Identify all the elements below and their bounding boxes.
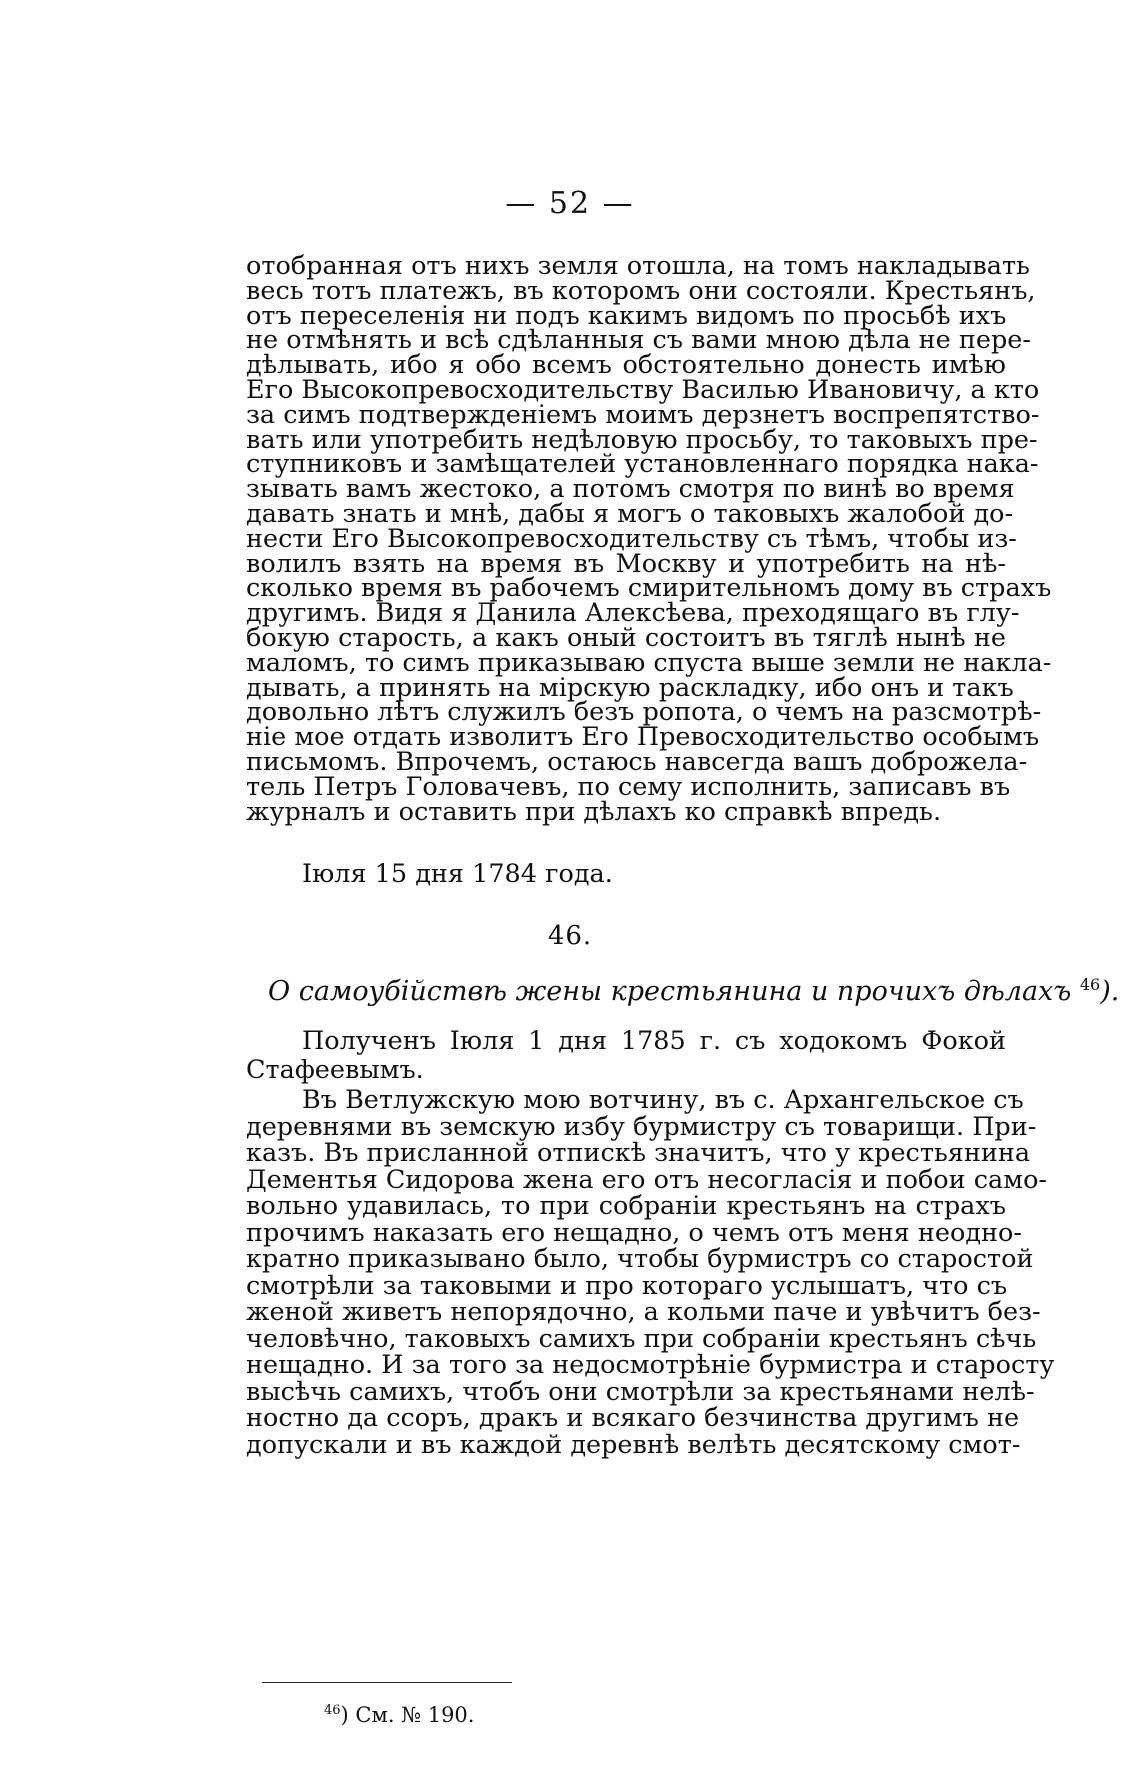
text-line: нести Его Высокопревосходительству съ тѣмъ, чтобы из- <box>246 523 1017 554</box>
document-number: 46. <box>547 921 593 951</box>
text-line: письмомъ. Впрочемъ, остаюсь навсегда вашъ доброжела- <box>246 746 1028 777</box>
text-line: вольно удавилась, то при собраніи крестьянъ на страхъ <box>246 1191 1006 1221</box>
text-line: смотрѣли за таковыми и про котораго услышатъ, что съ <box>246 1270 1008 1301</box>
text-line: кратно приказывано было, чтобы бурмистръ со старостой <box>246 1244 1034 1274</box>
footnote <box>324 1703 474 1727</box>
text-line: волилъ взять на время въ Москву и употребить на нѣ- <box>246 548 1006 579</box>
text-line: ностно да ссоръ, дракъ и всякаго безчинства другимъ не <box>246 1403 1020 1433</box>
text-line: ніе мое отдать изволитъ Его Превосходительство особымъ <box>246 722 1040 753</box>
heading-close: ). <box>1100 976 1120 1007</box>
text-line: не отмѣнять и всѣ сдѣланныя съ вами мною дѣла не пере- <box>246 325 1031 356</box>
text-line: дывать, а принять на мірскую раскладку, ибо онъ и такъ <box>246 672 1014 703</box>
text-line: давать знать и мнѣ, дабы я могъ о таковыхъ жалобой до- <box>246 498 1014 529</box>
text-line: прочимъ наказать его нещадно, о чемъ отъ меня неодно- <box>246 1217 1022 1248</box>
received-line: Стафеевымъ. <box>246 1055 424 1085</box>
heading-footnote-ref: 46 <box>1079 975 1101 994</box>
page-number: — 52 — <box>505 186 635 221</box>
text-line: женой живетъ непорядочно, а кольми паче и увѣчитъ без- <box>246 1297 1041 1327</box>
text-line: отъ переселенія ни подъ какимъ видомъ по просьбѣ ихъ <box>246 300 1007 331</box>
text-line: Въ Ветлужскую мою вотчину, въ с. Архангельское съ <box>302 1085 1024 1115</box>
text-line: дѣлывать, ибо я обо всемъ обстоятельно донесть имѣю <box>246 350 1006 381</box>
footnote-divider <box>262 1682 512 1683</box>
text-line: Его Высокопревосходительству Василью Ивановичу, а кто <box>246 374 1040 405</box>
text-line: маломъ, то симъ приказываю спуста выше земли не накла- <box>246 647 1052 678</box>
text-line: зывать вамъ жестоко, а потомъ смотря по винѣ во время <box>246 474 1015 505</box>
text-line: допускали и въ каждой деревнѣ велѣть десятскому смот- <box>246 1429 1021 1460</box>
text-line: довольно лѣтъ служилъ безъ ропота, о чемъ на разсмотрѣ- <box>246 697 1042 728</box>
text-line: за симъ подтвержденіемъ моимъ дерзнетъ воспрепятство- <box>246 399 1040 430</box>
text-line: ступниковъ и замѣщателей установленнаго порядка нака- <box>246 449 1039 480</box>
text-line: вать или употребить недѣловую просьбу, то таковыхъ пре- <box>246 424 1038 455</box>
footnote-text: ) См. № 190. <box>340 1703 475 1727</box>
received-line: Полученъ Іюля 1 дня 1785 г. съ ходокомъ Фокой <box>302 1026 1006 1056</box>
text-line: нещадно. И за того за недосмотрѣніе бурмистра и старосту <box>246 1350 1055 1380</box>
text-line: весь тотъ платежъ, въ которомъ они состояли. Крестьянъ, <box>246 275 1036 306</box>
text-line: казъ. Въ присланной отпискѣ значитъ, что у крестьянина <box>246 1138 1031 1168</box>
received-note <box>246 1027 1006 1085</box>
text-line: высѣчь самихъ, чтобъ они смотрѣли за крестьянами нелѣ- <box>246 1376 1035 1407</box>
text-line: деревнями въ земскую избу бурмистру съ товарищи. При- <box>246 1111 1037 1142</box>
document-heading-text: О самоубійствѣ жены крестьянина и прочихъ дѣлахъ <box>268 976 1072 1007</box>
text-line: сколько время въ рабочемъ смирительномъ дому въ страхъ <box>246 573 1052 604</box>
letter-continuation-text <box>246 251 1052 827</box>
text-line: журналъ и оставить при дѣлахъ ко справкѣ впредь. <box>246 796 942 827</box>
footnote-ref: 46 <box>324 1703 341 1718</box>
text-line: тель Петръ Головачевъ, по сему исполнить, записавъ въ <box>246 771 1011 802</box>
letter-dateline: Іюля 15 дня 1784 года. <box>302 859 613 889</box>
text-line: отобранная отъ нихъ земля отошла, на томъ накладывать <box>246 251 1030 281</box>
text-line: другимъ. Видя я Данила Алексѣева, преходящаго въ глу- <box>246 598 1020 629</box>
text-line: Дементья Сидорова жена его отъ несогласія и побои само- <box>246 1164 1048 1195</box>
text-line: человѣчно, таковыхъ самихъ при собраніи крестьянъ сѣчь <box>246 1323 1037 1354</box>
document-body-text <box>246 1085 1055 1460</box>
document-heading <box>268 975 1120 1007</box>
text-line: бокую старость, а какъ оный состоитъ въ тяглѣ нынѣ не <box>246 622 1006 653</box>
